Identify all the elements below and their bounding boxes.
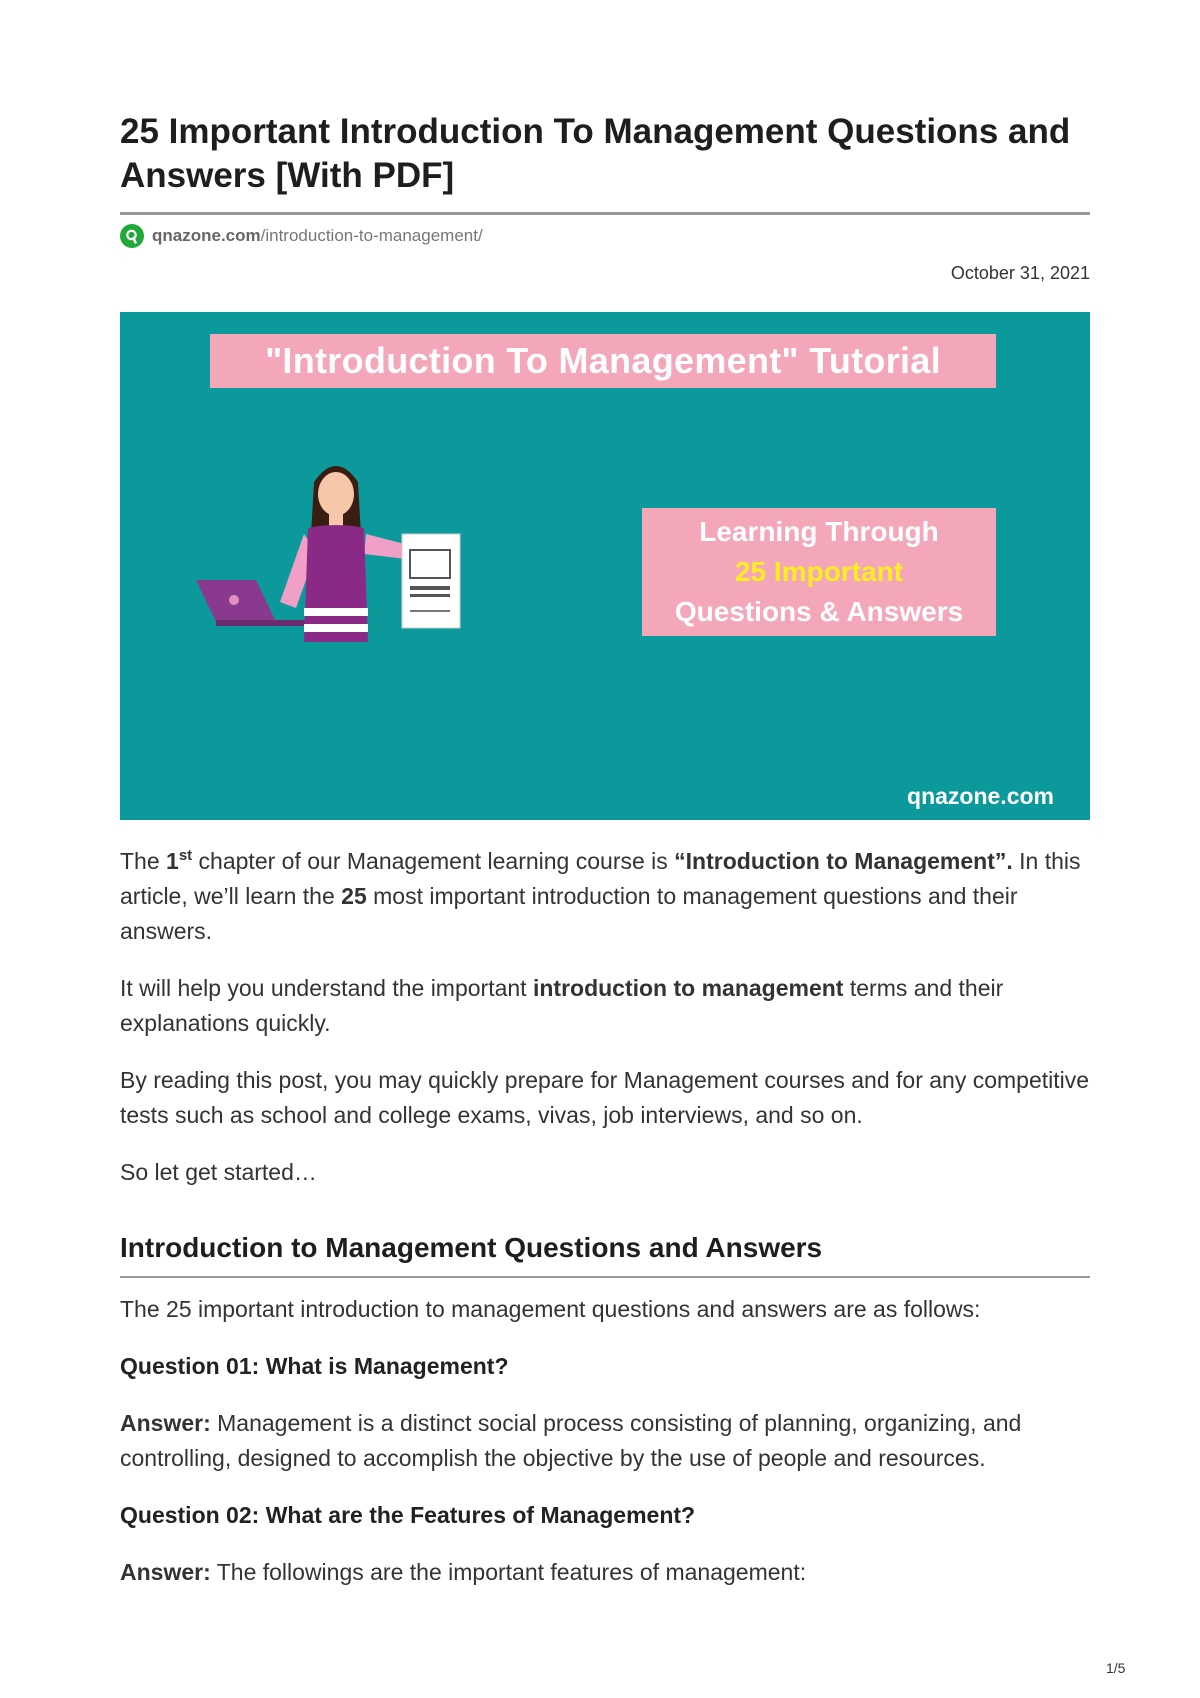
hero-line-1: Learning Through: [699, 516, 939, 547]
source-path[interactable]: /introduction-to-management/: [260, 226, 483, 245]
p2-text-a: It will help you understand the important: [120, 975, 533, 1001]
answer-01: [120, 1406, 1090, 1476]
p2-text-c: terms and their explanations quickly.: [120, 975, 1004, 1036]
paragraph-4: So let get started…: [120, 1159, 317, 1185]
section-intro: The 25 important introduction to management questions and answers are as follows:: [120, 1296, 981, 1322]
intro-text-mid: chapter of our Management learning course is: [192, 848, 675, 874]
answer-01-text: Management is a distinct social process consisting of planning, organizing, and controlling, designed to accomplish the objective by the use of people and resources.: [120, 1410, 1022, 1471]
intro-number: 1: [166, 848, 179, 874]
woman-with-laptop-illustration: [196, 452, 496, 682]
page-title: 25 Important Introduction To Management Questions and Answers [With PDF]: [120, 112, 1071, 195]
question-02: Question 02: What are the Features of Management?: [120, 1502, 696, 1528]
answer-label: Answer:: [120, 1410, 211, 1436]
intro-bold-title: “Introduction to Management”.: [674, 848, 1013, 874]
hero-site-label: qnazone.com: [907, 783, 1054, 809]
hero-banner: [120, 312, 1090, 820]
publish-date: October 31, 2021: [950, 263, 1090, 283]
intro-ordinal: st: [178, 847, 193, 864]
title-divider: [120, 212, 1090, 215]
paragraph-3: By reading this post, you may quickly prepare for Management courses and for any competitive tests such as school and college exams, vivas, job interviews, and so on.: [120, 1067, 1090, 1128]
article: [120, 110, 1090, 1590]
answer-02-text: The followings are the important features of management:: [210, 1559, 807, 1585]
source-domain[interactable]: qnazone.com: [152, 226, 261, 245]
question-01: Question 01: What is Management?: [120, 1353, 509, 1379]
section-divider: [120, 1276, 1090, 1278]
intro-count: 25: [341, 883, 367, 909]
hero-title-box: [210, 334, 996, 388]
answer-label: Answer:: [120, 1559, 211, 1585]
p2-bold: introduction to management: [532, 975, 844, 1001]
intro-text-2a: In this article, we’ll learn the: [120, 848, 1081, 909]
paragraph-2: [120, 971, 1090, 1041]
hero-line-2: 25 Important: [734, 556, 904, 587]
section-heading: Introduction to Management Questions and Answers: [120, 1232, 823, 1263]
q-logo-icon: [120, 224, 144, 248]
intro-text-2c: most important introduction to management questions and their answers.: [120, 883, 1018, 944]
intro-text: The: [120, 848, 167, 874]
hero-title: "Introduction To Management" Tutorial: [265, 340, 941, 381]
hero-line-3: Questions & Answers: [674, 596, 964, 627]
source-link[interactable]: [120, 223, 1090, 249]
page-number: 1/5: [1106, 1660, 1126, 1676]
answer-02: [120, 1555, 1090, 1590]
hero-side-box: [642, 508, 996, 636]
intro-paragraph: [120, 844, 1090, 949]
